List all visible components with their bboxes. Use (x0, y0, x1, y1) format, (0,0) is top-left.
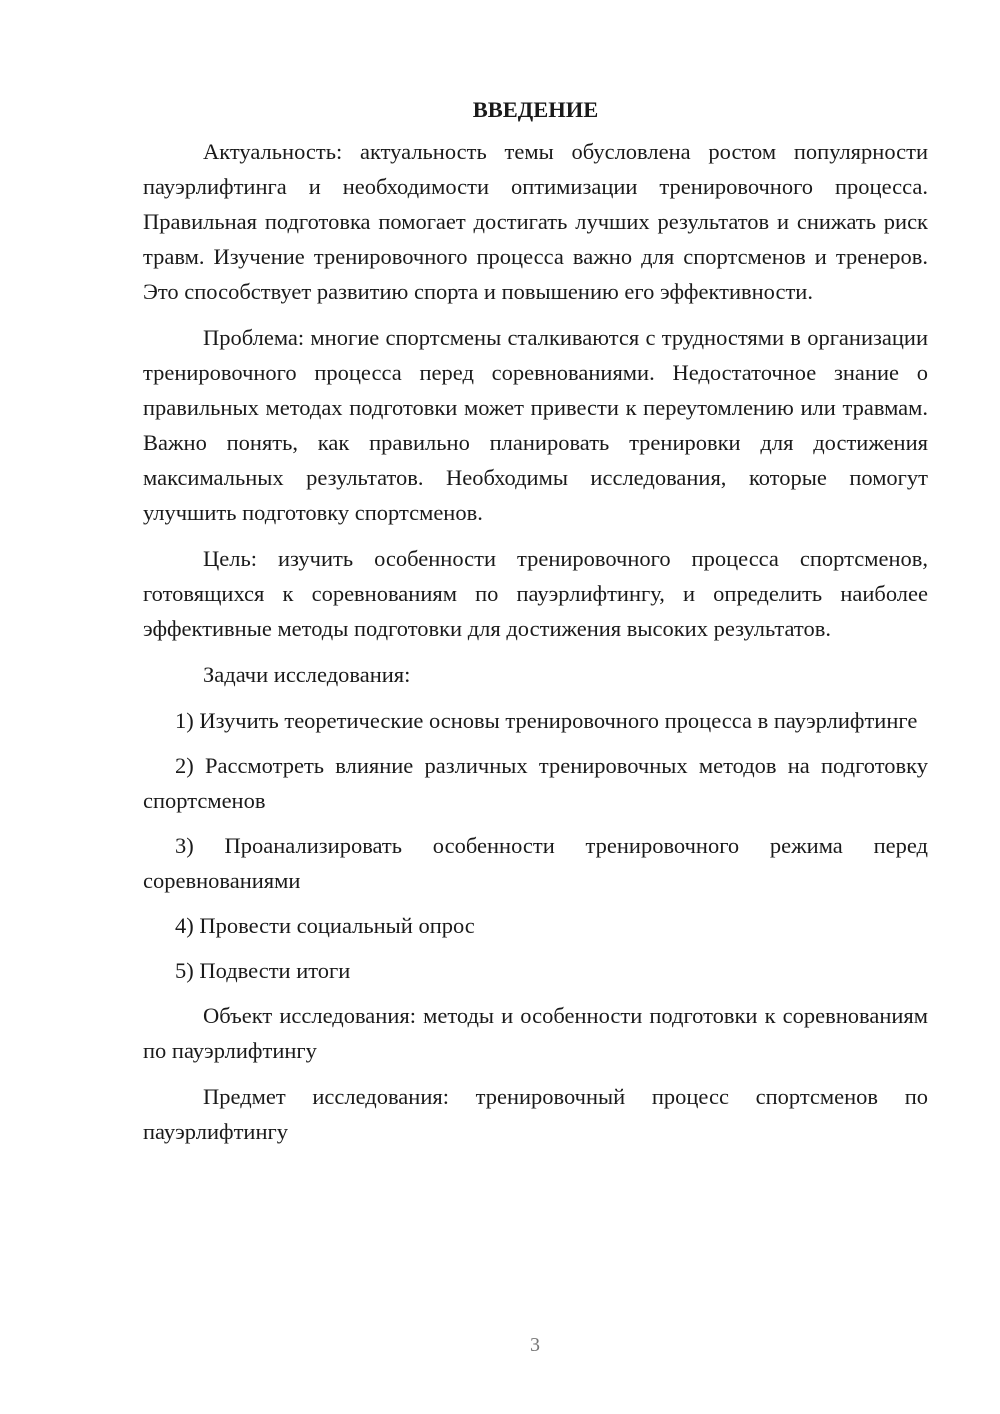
page-number: 3 (530, 1334, 540, 1356)
paragraph-relevance: Актуальность: актуальность темы обусловлена ростом популярности пауэрлифтинга и необходимости оптимизации тренировочного процесса. Правильная подготовка помогает достигать лучших результатов и снижать риск травм. Изучение тренировочного процесса важно для спортсменов и тренеров. Это способствует развитию спорта и повышению его эффективности. (143, 139, 928, 304)
paragraph-subject: Предмет исследования: тренировочный процесс спортсменов по пауэрлифтингу (143, 1084, 928, 1144)
task-item-5: 5) Подвести итоги (175, 958, 351, 983)
paragraph-object: Объект исследования: методы и особенности подготовки к соревнованиям по пауэрлифтингу (143, 1003, 928, 1063)
document-page (143, 92, 928, 1160)
task-item-3: 3) Проанализировать особенности тренировочного режима перед соревнованиями (143, 833, 928, 893)
paragraph-goal: Цель: изучить особенности тренировочного процесса спортсменов, готовящихся к соревнованиям по пауэрлифтингу, и определить наиболее эффективные методы подготовки для достижения высоких результатов. (143, 546, 928, 641)
paragraph-tasks-heading: Задачи исследования: (203, 662, 411, 687)
paragraph-problem: Проблема: многие спортсмены сталкиваются с трудностями в организации тренировочного процесса перед соревнованиями. Недостаточное знание о правильных методах подготовки может привести к переутомлению или травмам. Важно понять, как правильно планировать тренировки для достижения максимальных результатов. Необходимы исследования, которые помогут улучшить подготовку спортсменов. (143, 325, 928, 525)
task-item-1: 1) Изучить теоретические основы тренировочного процесса в пауэрлифтинге (175, 708, 918, 733)
task-item-2: 2) Рассмотреть влияние различных тренировочных методов на подготовку спортсменов (143, 753, 928, 813)
document-title: ВВЕДЕНИЕ (472, 97, 599, 122)
task-item-4: 4) Провести социальный опрос (175, 913, 475, 938)
